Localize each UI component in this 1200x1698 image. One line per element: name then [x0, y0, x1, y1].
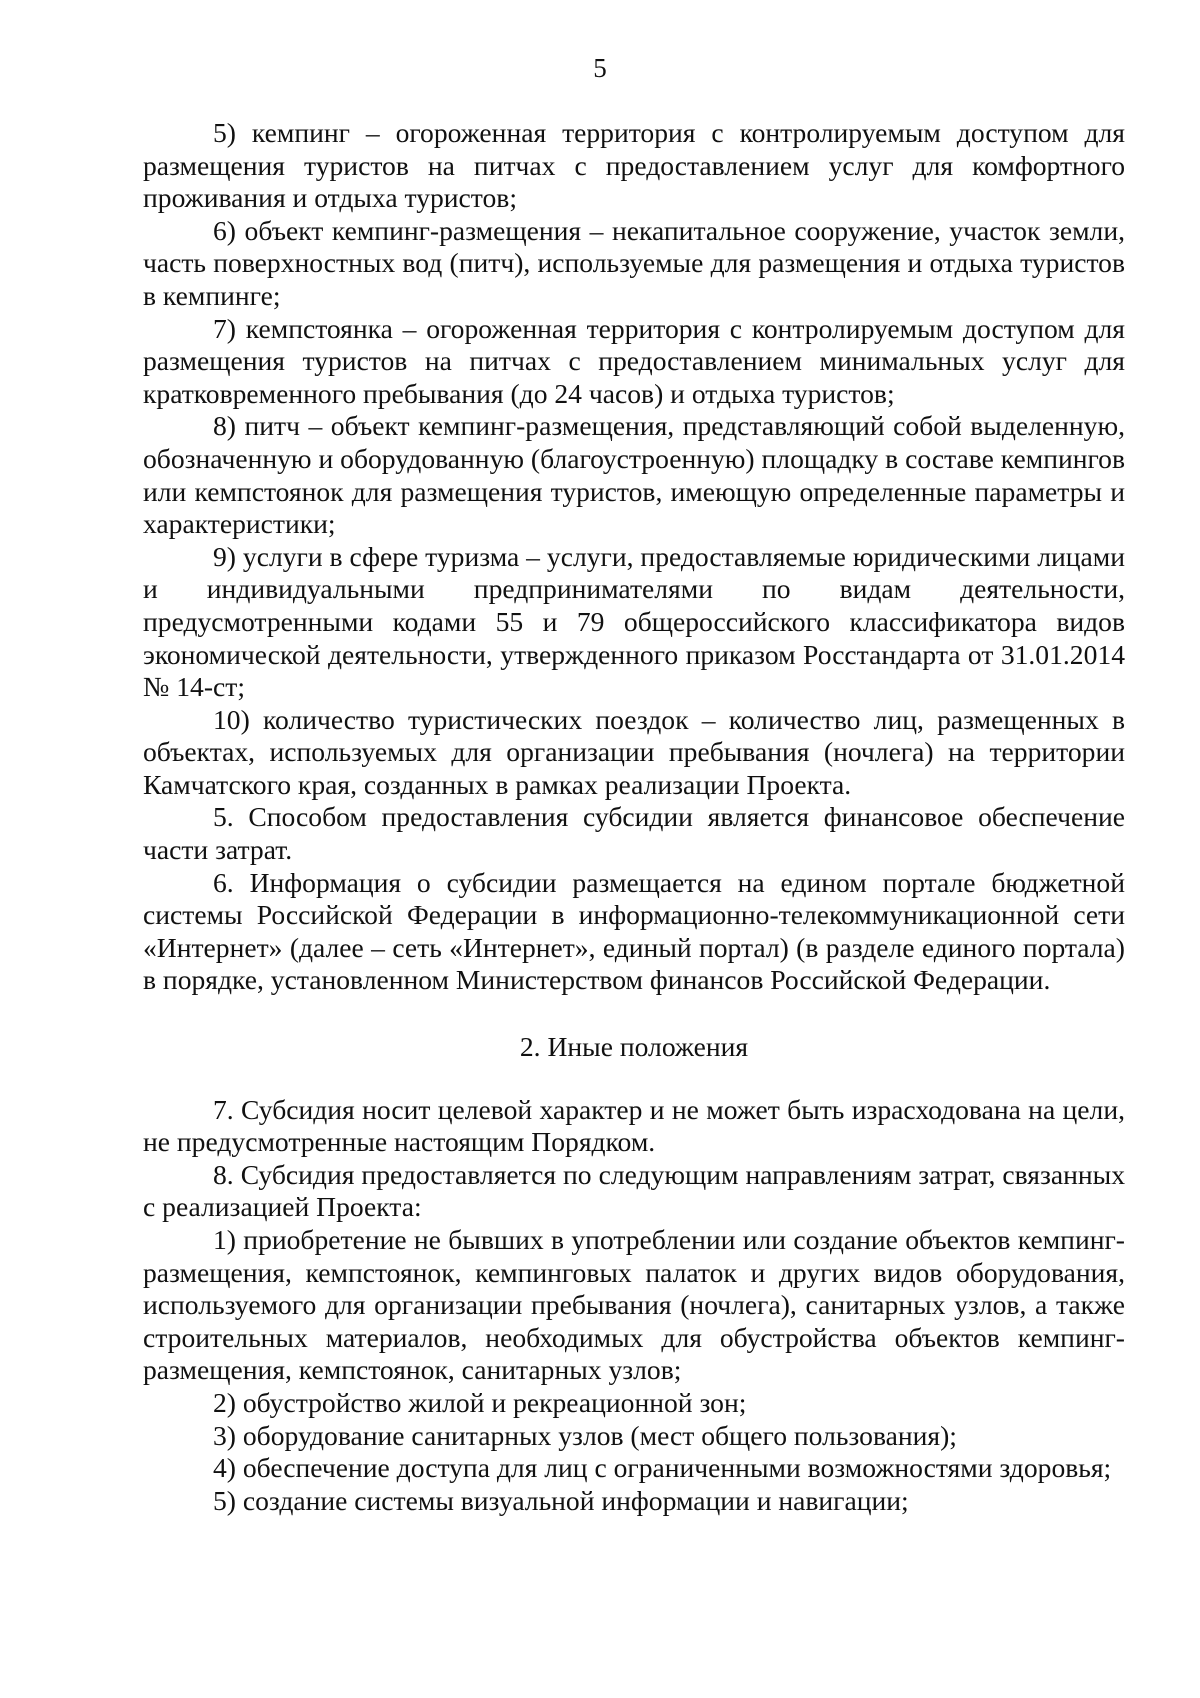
paragraph-subitem-4: 4) обеспечение доступа для лиц с ограниченными возможностями здоровья;: [213, 1452, 1112, 1484]
paragraph-subitem-1: 1) приобретение не бывших в употреблении или создание объектов кемпинг-размещения, кемпстоянок, кемпинговых палаток и других видов оборудования, используемого для организации пребывания (ночлега), санитарных узлов, а также строительных материалов, необходимых для обустройства объектов кемпинг-размещения, кемпстоянок, санитарных узлов;: [143, 1224, 1125, 1386]
paragraph-clause-5: 5. Способом предоставления субсидии является финансовое обеспечение части затрат.: [143, 801, 1125, 866]
paragraph-item-9-tourism-services: 9) услуги в сфере туризма – услуги, предоставляемые юридическими лицами и индивидуальными предпринимателями по видам деятельности, предусмотренными кодами 55 и 79 общероссийского классификатора видов экономической деятельности, утвержденного приказом Росстандарта от 31.01.2014 № 14-ст;: [143, 540, 1125, 703]
paragraph-clause-6: 6. Информация о субсидии размещается на едином портале бюджетной системы Российской Федерации в информационно-телекоммуникационной сети «Интернет» (далее – сеть «Интернет», единый портал) (в разделе единого портала) в порядке, установленном Министерством финансов Российской Федерации.: [143, 866, 1125, 996]
paragraph-subitem-2: 2) обустройство жилой и рекреационной зон;: [213, 1386, 747, 1418]
paragraph-subitem-5: 5) создание системы визуальной информации и навигации;: [213, 1484, 909, 1516]
paragraph-item-5-camping: 5) кемпинг – огороженная территория с контролируемым доступом для размещения туристов на питчах с предоставлением услуг для комфортного проживания и отдыха туристов;: [143, 117, 1125, 214]
document-body: [143, 117, 1125, 1517]
paragraph-clause-8: 8. Субсидия предоставляется по следующим направлениям затрат, связанных с реализацией Проекта:: [143, 1158, 1125, 1223]
paragraph-item-10-tourist-trips: 10) количество туристических поездок – количество лиц, размещенных в объектах, используемых для организации пребывания (ночлега) на территории Камчатского края, созданных в рамках реализации Проекта.: [143, 703, 1125, 800]
paragraph-item-6-camping-object: 6) объект кемпинг-размещения – некапитальное сооружение, участок земли, часть поверхностных вод (питч), используемые для размещения и отдыха туристов в кемпинге;: [143, 214, 1125, 311]
paragraph-item-7-campsite: 7) кемпстоянка – огороженная территория с контролируемым доступом для размещения туристов на питчах с предоставлением минимальных услуг для кратковременного пребывания (до 24 часов) и отдыха туристов;: [143, 312, 1125, 409]
paragraph-subitem-3: 3) оборудование санитарных узлов (мест общего пользования);: [213, 1419, 957, 1451]
section-heading: 2. Иные положения: [519, 1031, 749, 1063]
paragraph-item-8-pitch: 8) питч – объект кемпинг-размещения, представляющий собой выделенную, обозначенную и оборудованную (благоустроенную) площадку в составе кемпингов или кемпстоянок для размещения туристов, имеющую определенные параметры и характеристики;: [143, 410, 1125, 540]
paragraph-clause-7: 7. Субсидия носит целевой характер и не может быть израсходована на цели, не предусмотренные настоящим Порядком.: [143, 1093, 1125, 1158]
page-number: 5: [593, 53, 607, 83]
